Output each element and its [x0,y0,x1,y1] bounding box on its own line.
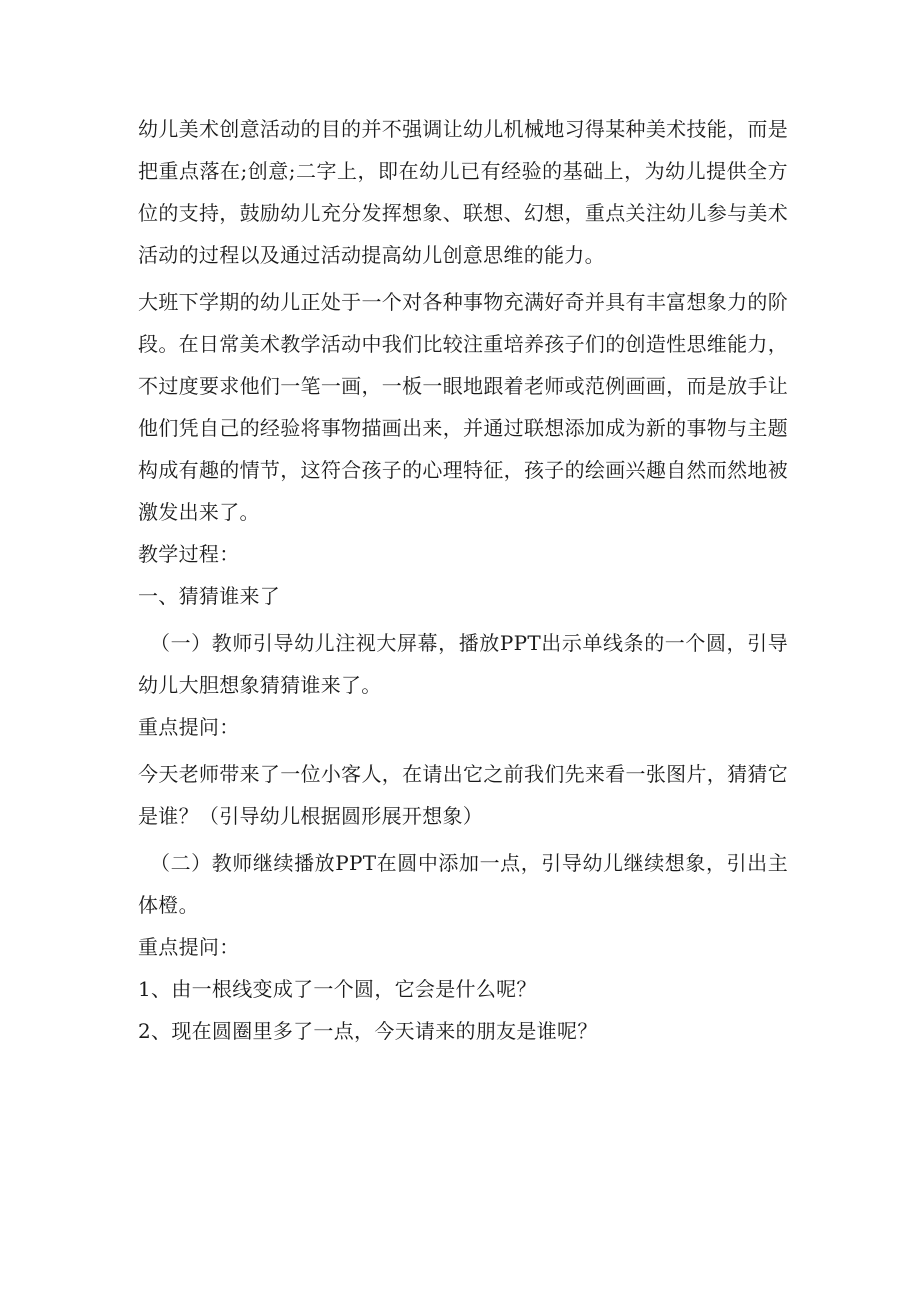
step-one-paragraph: （一）教师引导幼儿注视大屏幕，播放PPT出示单线条的一个圆，引导幼儿大胆想象猜猜谁来了。 [138,631,788,697]
key-question-label-1: 重点提问： [138,715,240,739]
key-question-label-2: 重点提问： [138,935,240,959]
section-heading-process: 教学过程： [138,542,240,566]
intro-paragraph: 幼儿美术创意活动的目的并不强调让幼儿机械地习得某种美术技能，而是把重点落在;创意;二字上，即在幼儿已有经验的基础上，为幼儿提供全方位的支持，鼓励幼儿充分发挥想象、联想、幻想，重点关注幼儿参与美术活动的过程以及通过活动提高幼儿创意思维的能力。 [138,117,788,267]
background-paragraph: 大班下学期的幼儿正处于一个对各种事物充满好奇并具有丰富想象力的阶段。在日常美术教学活动中我们比较注重培养孩子们的创造性思维能力，不过度要求他们一笔一画，一板一眼地跟着老师或范例画画，而是放手让他们凭自己的经验将事物描画出来，并通过联想添加成为新的事物与主题构成有趣的情节，这符合孩子的心理特征，孩子的绘画兴趣自然而然地被激发出来了。 [138,290,788,524]
step-two-paragraph: （二）教师继续播放PPT在圆中添加一点，引导幼儿继续想象，引出主体橙。 [138,851,788,917]
question-paragraph: 今天老师带来了一位小客人，在请出它之前我们先来看一张图片，猜猜它是谁？（引导幼儿根据圆形展开想象） [138,762,788,828]
section-heading-guess: 一、猜猜谁来了 [138,584,281,608]
document-body [138,108,788,1052]
question-item-1: 1、由一根线变成了一个圆，它会是什么呢？ [138,977,537,1001]
question-item-2: 2、现在圆圈里多了一点，今天请来的朋友是谁呢？ [138,1019,598,1043]
